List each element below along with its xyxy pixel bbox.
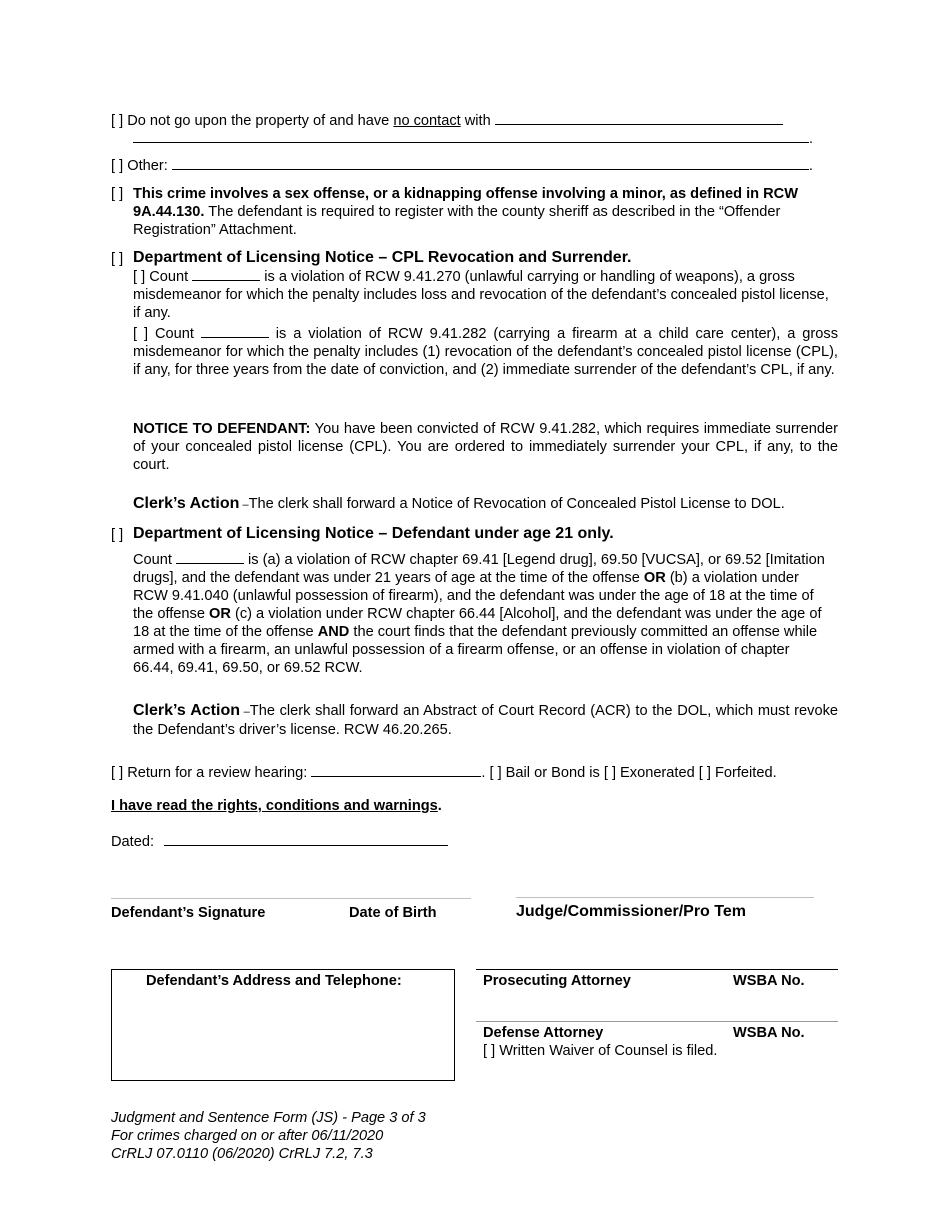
- cpl-heading: Department of Licensing Notice – CPL Revocation and Surrender.: [133, 249, 632, 266]
- under21-text-d: the court finds that the defendant previously committed an offense while armed with a firearm, an unlawful possession of a firearm offense, or an offense in violation of chapter 66.44, 69.41, 69.50, or 69.52 RCW.: [133, 624, 818, 676]
- sex-offense-text: The defendant is required to register with the county sheriff as described in the “Offender Registration” Attachment.: [133, 204, 781, 238]
- defendant-address-title: Defendant’s Address and Telephone:: [146, 973, 402, 989]
- cpl-clerk-action: [133, 495, 843, 514]
- no-contact-end: .: [809, 131, 814, 147]
- sex-offense-bold: This crime involves a sex offense, or a kidnapping offense involving a minor, as defined in RCW 9A.44.130.: [133, 186, 798, 220]
- no-contact-underlined: no contact: [393, 113, 461, 129]
- dated-label: Dated:: [111, 834, 154, 850]
- cpl-notice: [133, 420, 838, 474]
- cpl-bracket[interactable]: [ ]: [111, 251, 124, 267]
- under21-or-1: OR: [643, 570, 666, 586]
- other-label: [ ] Other:: [111, 158, 168, 174]
- under21-text-c: (c) a violation under RCW chapter 66.44 [Alcohol], and the defendant was under the age of 18 at the time of the offense: [133, 606, 822, 640]
- no-contact-second-line: [133, 130, 823, 148]
- cpl-clerk-text: The clerk shall forward a Notice of Revocation of Concealed Pistol License to DOL.: [248, 496, 785, 512]
- footer-line-2: For crimes charged on or after 06/11/2020: [111, 1128, 384, 1144]
- judge-label: Judge/Commissioner/Pro Tem: [516, 903, 746, 920]
- under21-paragraph: [133, 551, 833, 677]
- defense-wsba-label: WSBA No.: [733, 1025, 805, 1041]
- cpl-count-1-label[interactable]: [ ] Count: [133, 269, 193, 285]
- defendant-address-box[interactable]: [111, 969, 455, 1081]
- review-hearing-line: [111, 764, 841, 782]
- defense-attorney-label: Defense Attorney: [483, 1025, 604, 1041]
- prosecuting-wsba-label: WSBA No.: [733, 973, 805, 989]
- cpl-count-2-text: is a violation of RCW 9.41.282 (carrying a firearm at a child care center), a gross misdemeanor for which the penalty includes (1) revocation of the defendant’s concealed pistol license (CPL), if any, for three years from the date of conviction, and (2) immediate surrender of the defendant’s CPL, if any.: [133, 326, 838, 378]
- under21-text-b: (b) a violation under RCW 9.41.040 (unlawful possession of firearm), and the defendant was under the age of 18 at the time of the offense: [133, 570, 814, 622]
- under21-clerk-label: Clerk’s Action: [133, 702, 241, 719]
- cpl-count-1: [133, 268, 838, 322]
- no-contact-line: [111, 112, 816, 130]
- cpl-count-1-blank[interactable]: [192, 268, 260, 281]
- date-of-birth-label: Date of Birth: [349, 905, 437, 921]
- under21-bracket[interactable]: [ ]: [111, 527, 124, 543]
- prosecuting-attorney-line[interactable]: [476, 969, 838, 970]
- defendant-signature-line[interactable]: [111, 898, 471, 899]
- read-rights-line: [111, 797, 442, 815]
- cpl-clerk-dash: –: [239, 499, 249, 511]
- waiver-of-counsel[interactable]: [ ] Written Waiver of Counsel is filed.: [483, 1043, 718, 1059]
- under21-or-2: OR: [209, 606, 231, 622]
- under21-clerk-action: [133, 702, 838, 739]
- defense-attorney-line[interactable]: [476, 1021, 838, 1022]
- review-hearing-label[interactable]: [ ] Return for a review hearing:: [111, 765, 312, 781]
- no-contact-blank[interactable]: [495, 112, 783, 125]
- bail-bond-options[interactable]: . [ ] Bail or Bond is [ ] Exonerated [ ] Forfeited.: [481, 765, 777, 781]
- sex-offense-bracket[interactable]: [ ]: [111, 186, 124, 202]
- under21-text-a: is (a) a violation of RCW chapter 69.41 [Legend drug], 69.50 [VUCSA], or 69.52 [Imitation drugs], and the defendant was under 21 years of age at the time of the offense: [133, 552, 825, 586]
- under21-clerk-dash: –: [240, 706, 250, 718]
- footer-line-3: CrRLJ 07.0110 (06/2020) CrRLJ 7.2, 7.3: [111, 1146, 373, 1162]
- cpl-clerk-label: Clerk’s Action: [133, 495, 240, 512]
- cpl-count-2: [133, 325, 838, 379]
- cpl-notice-text: You have been convicted of RCW 9.41.282, which requires immediate surrender of your concealed pistol license (CPL). You are ordered to immediately surrender your CPL, if any, to the court.: [133, 421, 838, 473]
- under21-clerk-text: The clerk shall forward an Abstract of Court Record (ACR) to the DOL, which must revoke the Defendant’s driver’s license. RCW 46.20.265.: [133, 703, 838, 738]
- read-rights-text: I have read the rights, conditions and warnings: [111, 798, 438, 814]
- other-line: [111, 157, 826, 175]
- dated-blank[interactable]: [164, 833, 448, 846]
- read-rights-end: .: [437, 798, 442, 814]
- cpl-count-2-label[interactable]: [ ] Count: [133, 326, 201, 342]
- under21-heading: Department of Licensing Notice – Defendant under age 21 only.: [133, 525, 614, 542]
- judge-signature-line[interactable]: [516, 897, 814, 898]
- cpl-notice-label: NOTICE TO DEFENDANT:: [133, 421, 311, 437]
- no-contact-prefix: [ ] Do not go upon the property of and have: [111, 113, 394, 129]
- other-blank[interactable]: [172, 157, 809, 170]
- under21-count-label: Count: [133, 552, 176, 568]
- dated-line: [111, 833, 448, 851]
- prosecuting-attorney-label: Prosecuting Attorney: [483, 973, 631, 989]
- other-end: .: [808, 158, 813, 174]
- footer-line-1: Judgment and Sentence Form (JS) - Page 3 of 3: [111, 1110, 426, 1126]
- no-contact-blank-2[interactable]: [133, 130, 809, 143]
- review-hearing-blank[interactable]: [311, 764, 481, 777]
- under21-count-blank[interactable]: [176, 551, 244, 564]
- cpl-count-2-blank[interactable]: [201, 325, 269, 338]
- no-contact-suffix: with: [460, 113, 491, 129]
- sex-offense-paragraph: [133, 185, 808, 239]
- under21-and: AND: [317, 624, 350, 640]
- defendant-signature-label: Defendant’s Signature: [111, 905, 266, 921]
- cpl-count-1-text: is a violation of RCW 9.41.270 (unlawful carrying or handling of weapons), a gross misdemeanor for which the penalty includes loss and revocation of the defendant’s concealed pistol license, if any.: [133, 269, 829, 321]
